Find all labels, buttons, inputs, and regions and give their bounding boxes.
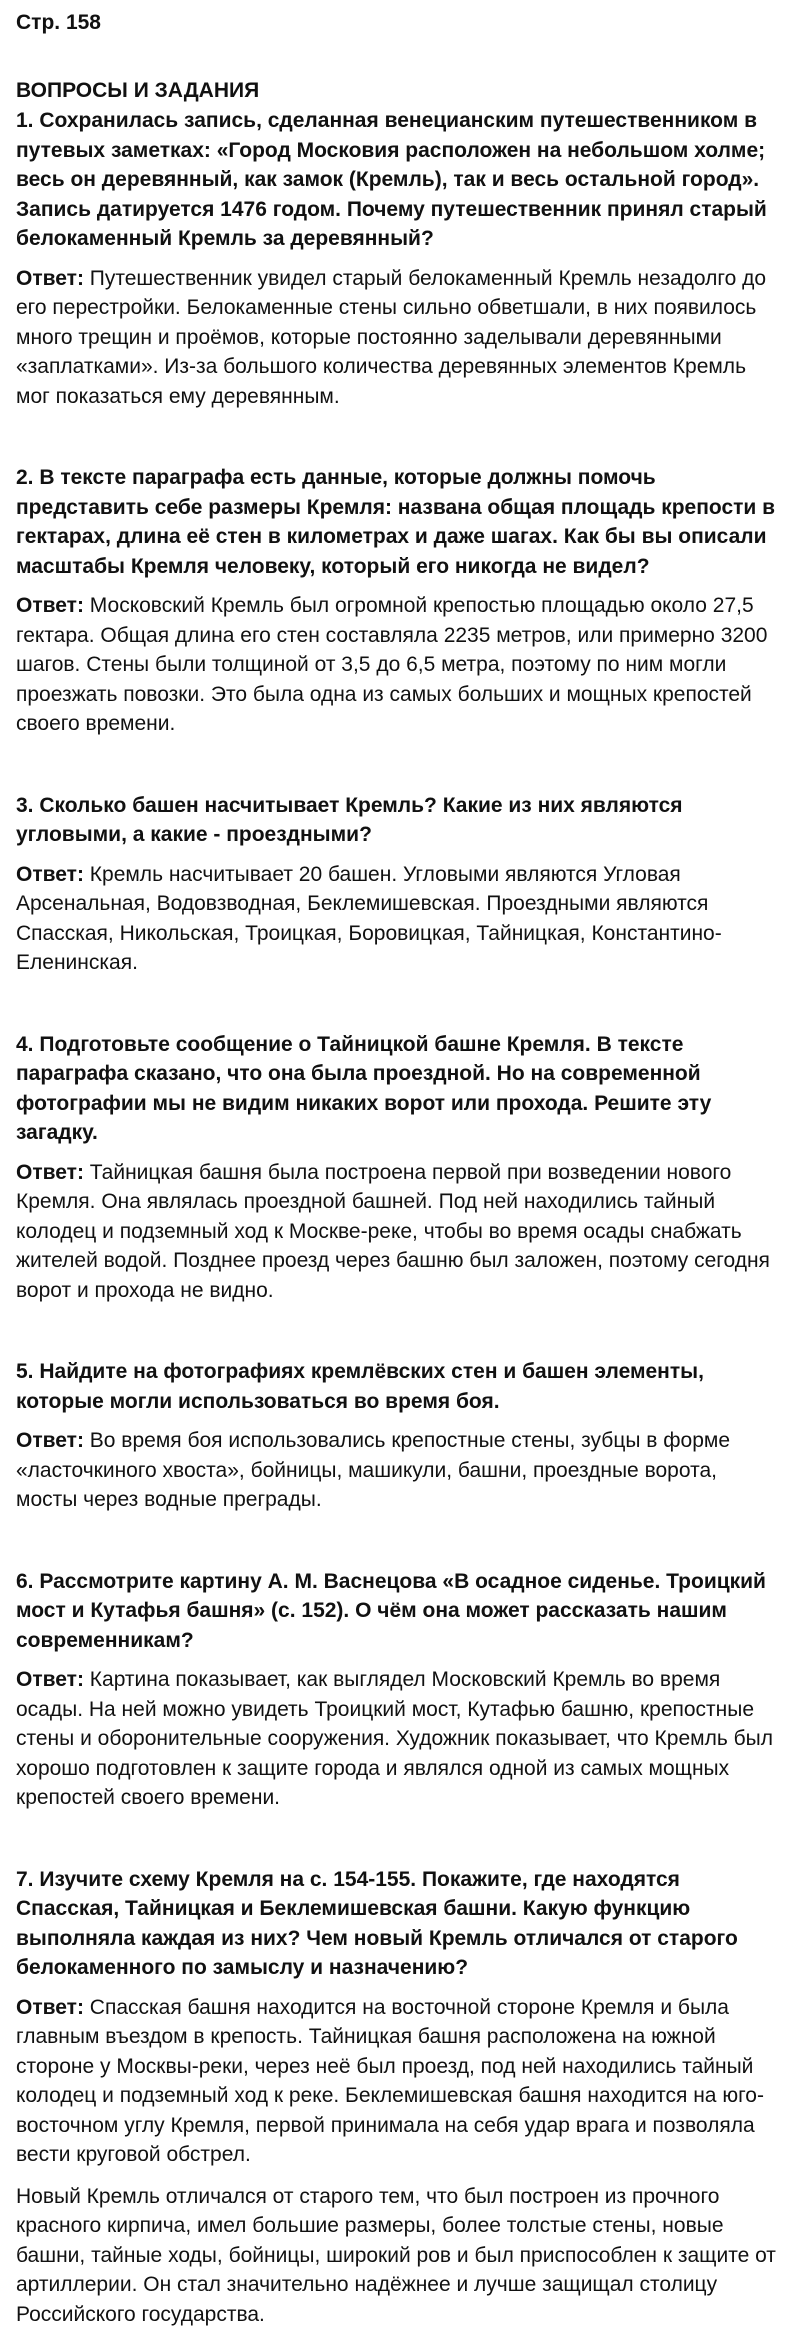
question-4: 4. Подготовьте сообщение о Тайницкой башне Кремля. В тексте параграфа сказано, что она была проездной. Но на современной фотографии мы не видим никаких ворот или прохода. Решите эту загадку. [16,1030,784,1148]
answer-3 [16,860,784,978]
answer-4 [16,1158,784,1306]
qa-item-3 [16,791,784,978]
question-5: 5. Найдите на фотографиях кремлёвских стен и башен элементы, которые могли использоваться во время боя. [16,1357,784,1416]
answer-2 [16,591,784,739]
qa-item-7 [16,1865,784,2329]
qa-item-6 [16,1567,784,1813]
qa-item-1 [16,106,784,411]
answer-text: Спасская башня находится на восточной стороне Кремля и была главным въездом в крепость. Тайницкая башня расположена на южной стороне у Москвы-реки, через неё был проезд, под ней находились тайный колодец и подземный ход к реке. Беклемишевская башня находится на юго-восточном углу Кремля, первой принимала на себя удар врага и позволяла вести круговой обстрел. [16,1996,764,2167]
answer-label: Ответ: [16,1668,84,1691]
qa-item-5 [16,1357,784,1515]
answer-text: Картина показывает, как выглядел Московский Кремль во время осады. На ней можно увидеть Троицкий мост, Кутафью башню, крепостные стены и оборонительные сооружения. Художник показывает, что Кремль был хорошо подготовлен к защите города и являлся одной из самых мощных крепостей своего времени. [16,1668,773,1809]
question-1: 1. Сохранилась запись, сделанная венецианским путешественником в путевых заметках: «Город Московия расположен на небольшом холме; весь он деревянный, как замок (Кремль), так и весь остальной город». Запись датируется 1476 годом. Почему путешественник принял старый белокаменный Кремль за деревянный? [16,106,784,254]
qa-item-2 [16,463,784,739]
answer-text: Тайницкая башня была построена первой при возведении нового Кремля. Она являлась проездной башней. Под ней находились тайный колодец и подземный ход к Москве-реке, чтобы во время осады снабжать жителей водой. Позднее проезд через башню был заложен, поэтому сегодня ворот и прохода не видно. [16,1161,770,1302]
answer-text: Путешественник увидел старый белокаменный Кремль незадолго до его перестройки. Белокаменные стены сильно обветшали, в них появилось много трещин и проёмов, которые постоянно заделывали деревянными «заплатками». Из-за большого количества деревянных элементов Кремль мог показаться ему деревянным. [16,267,766,408]
question-6: 6. Рассмотрите картину А. М. Васнецова «В осадное сиденье. Троицкий мост и Кутафья башня» (с. 152). О чём она может рассказать нашим современникам? [16,1567,784,1656]
answer-label: Ответ: [16,863,84,886]
answer-7-continued: Новый Кремль отличался от старого тем, что был построен из прочного красного кирпича, имел большие размеры, более толстые стены, новые башни, тайные ходы, бойницы, широкий ров и был приспособлен к защите от артиллерии. Он стал значительно надёжнее и лучше защищал столицу Российского государства. [16,2182,784,2329]
answer-label: Ответ: [16,594,84,617]
page-number: Стр. 158 [16,8,784,38]
question-7: 7. Изучите схему Кремля на с. 154-155. Покажите, где находятся Спасская, Тайницкая и Беклемишевская башни. Какую функцию выполняла каждая из них? Чем новый Кремль отличался от старого белокаменного по замыслу и назначению? [16,1865,784,1983]
answer-5 [16,1426,784,1515]
answer-label: Ответ: [16,1429,84,1452]
answer-label: Ответ: [16,1996,84,2019]
qa-item-4 [16,1030,784,1306]
answer-1 [16,264,784,412]
section-title: ВОПРОСЫ И ЗАДАНИЯ [16,76,784,106]
question-3: 3. Сколько башен насчитывает Кремль? Какие из них являются угловыми, а какие - проездными? [16,791,784,850]
answer-text: Московский Кремль был огромной крепостью площадью около 27,5 гектара. Общая длина его стен составляла 2235 метров, или примерно 3200 шагов. Стены были толщиной от 3,5 до 6,5 метра, поэтому по ним могли проезжать повозки. Это была одна из самых больших и мощных крепостей своего времени. [16,594,767,735]
question-2: 2. В тексте параграфа есть данные, которые должны помочь представить себе размеры Кремля: названа общая площадь крепости в гектарах, длина её стен в километрах и даже шагах. Как бы вы описали масштабы Кремля человеку, который его никогда не видел? [16,463,784,581]
answer-text: Во время боя использовались крепостные стены, зубцы в форме «ласточкиного хвоста», бойницы, машикули, башни, проездные ворота, мосты через водные преграды. [16,1429,730,1511]
answer-label: Ответ: [16,267,84,290]
answer-label: Ответ: [16,1161,84,1184]
answer-7 [16,1993,784,2170]
answer-6 [16,1665,784,1813]
answer-text: Кремль насчитывает 20 башен. Угловыми являются Угловая Арсенальная, Водовзводная, Беклемишевская. Проездными являются Спасская, Никольская, Троицкая, Боровицкая, Тайницкая, Константино-Еленинская. [16,863,722,975]
